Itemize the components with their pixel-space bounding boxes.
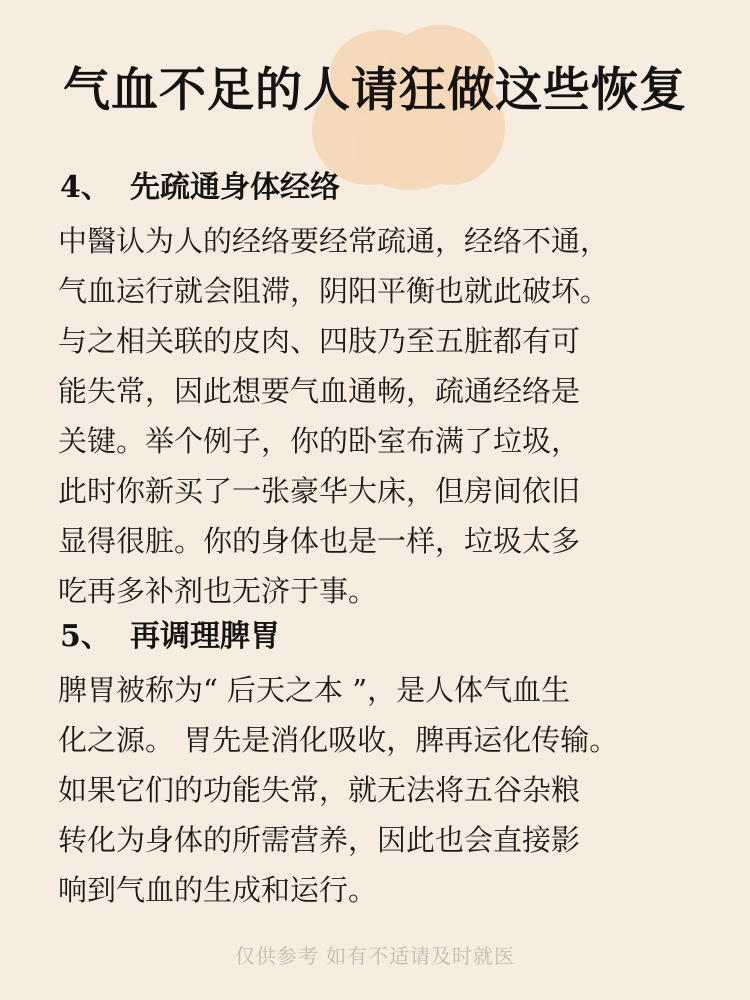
- paragraph-line: 能失常，因此想要气血通畅，疏通经络是: [58, 374, 581, 408]
- decorative-cloud-blob: [355, 110, 465, 190]
- paragraph-line: 转化为身体的所需营养，因此也会直接影: [58, 823, 581, 857]
- paragraph-line: 此时你新买了一张豪华大床，但房间依旧: [58, 474, 581, 508]
- section-number: 4、: [60, 170, 111, 205]
- section-heading: [60, 168, 340, 208]
- paragraph-line: 吃再多补剂也无济于事。: [58, 574, 378, 608]
- section-paragraph: [58, 665, 718, 915]
- paragraph-line: 如果它们的功能失常，就无法将五谷杂粮: [58, 773, 581, 807]
- paragraph-line: 脾胃被称为“ 后天之本 ”，是人体气血生: [58, 673, 571, 707]
- section-heading: [60, 617, 280, 657]
- paragraph-line: 显得很脏。你的身体也是一样，垃圾太多: [58, 524, 581, 558]
- paragraph-line: 气血运行就会阻滞，阴阳平衡也就此破坏。: [58, 274, 610, 308]
- disclaimer-footer: 仅供参考 如有不适请及时就医: [234, 944, 516, 968]
- section-number: 5、: [60, 619, 111, 654]
- section-heading-text: 先疏通身体经络: [130, 170, 340, 205]
- page-title: 气血不足的人请狂做这些恢复: [63, 63, 687, 118]
- paragraph-line: 关键。举个例子，你的卧室布满了垃圾，: [58, 424, 581, 458]
- paragraph-line: 与之相关联的皮肉、四肢乃至五脏都有可: [58, 324, 581, 358]
- paragraph-line: 化之源。 胃先是消化吸收，脾再运化传输。: [58, 723, 619, 757]
- section-heading-text: 再调理脾胃: [130, 619, 280, 654]
- paragraph-line: 中醫认为人的经络要经常疏通，经络不通，: [58, 224, 610, 258]
- paragraph-line: 响到气血的生成和运行。: [58, 873, 378, 907]
- section-paragraph: [58, 216, 718, 616]
